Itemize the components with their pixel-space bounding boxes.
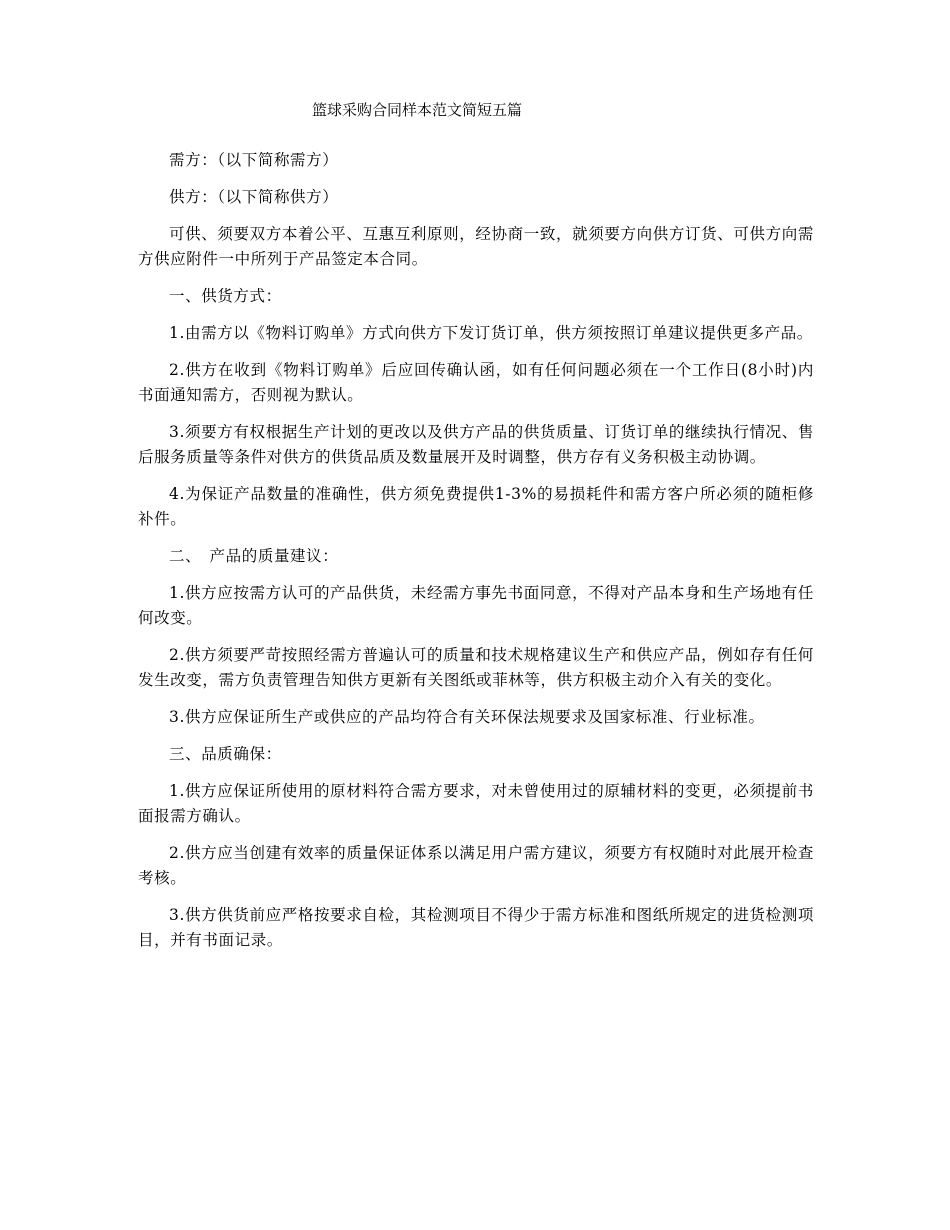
clause-paragraph: 1.由需方以《物料订购单》方式向供方下发订货订单，供方须按照订单建议提供更多产品。 bbox=[169, 324, 813, 342]
clause-paragraph: 3.供方供货前应严格按要求自检，其检测项目不得少于需方标准和图纸所规定的进货检测项目，并有书面记录。 bbox=[138, 906, 814, 949]
clause-paragraph: 4.为保证产品数量的准确性，供方须免费提供1-3%的易损耗件和需方客户所必须的随柜修补件。 bbox=[138, 485, 814, 528]
section-heading-quality-requirements: 二、 产品的质量建议： bbox=[169, 547, 339, 565]
clause-paragraph: 2.供方须要严苛按照经需方普遍认可的质量和技术规格建议生产和供应产品，例如存有任何发生改变，需方负责管理告知供方更新有关图纸或菲林等，供方积极主动介入有关的变化。 bbox=[138, 646, 814, 689]
clause-paragraph: 2.供方在收到《物料订购单》后应回传确认函，如有任何问题必须在一个工作日(8小时)内书面通知需方，否则视为默认。 bbox=[138, 361, 814, 404]
clause-paragraph: 1.供方应保证所使用的原材料符合需方要求，对未曾使用过的原辅材料的变更，必须提前书面报需方确认。 bbox=[138, 782, 814, 825]
party-supplier-line: 供方：（以下简称供方） bbox=[169, 188, 339, 206]
clause-paragraph: 3.须要方有权根据生产计划的更改以及供方产品的供货质量、订货订单的继续执行情况、售后服务质量等条件对供方的供货品质及数量展开及时调整，供方存有义务积极主动协调。 bbox=[138, 423, 814, 466]
clause-paragraph: 1.供方应按需方认可的产品供货，未经需方事先书面同意，不得对产品本身和生产场地有任何改变。 bbox=[138, 584, 814, 627]
document-body bbox=[138, 148, 814, 965]
section-heading-quality-assurance: 三、品质确保： bbox=[169, 745, 282, 763]
section-heading-supply-method: 一、供货方式： bbox=[169, 287, 282, 305]
document-title: 篮球采购合同样本范文简短五篇 bbox=[312, 101, 523, 119]
clause-paragraph: 3.供方应保证所生产或供应的产品均符合有关环保法规要求及国家标准、行业标准。 bbox=[169, 708, 765, 726]
party-buyer-line: 需方：（以下简称需方） bbox=[169, 151, 339, 169]
preamble-paragraph: 可供、须要双方本着公平、互惠互利原则，经协商一致，就须要方向供方订货、可供方向需方供应附件一中所列于产品签定本合同。 bbox=[138, 225, 814, 268]
clause-paragraph: 2.供方应当创建有效率的质量保证体系以满足用户需方建议，须要方有权随时对此展开检查考核。 bbox=[138, 844, 814, 887]
